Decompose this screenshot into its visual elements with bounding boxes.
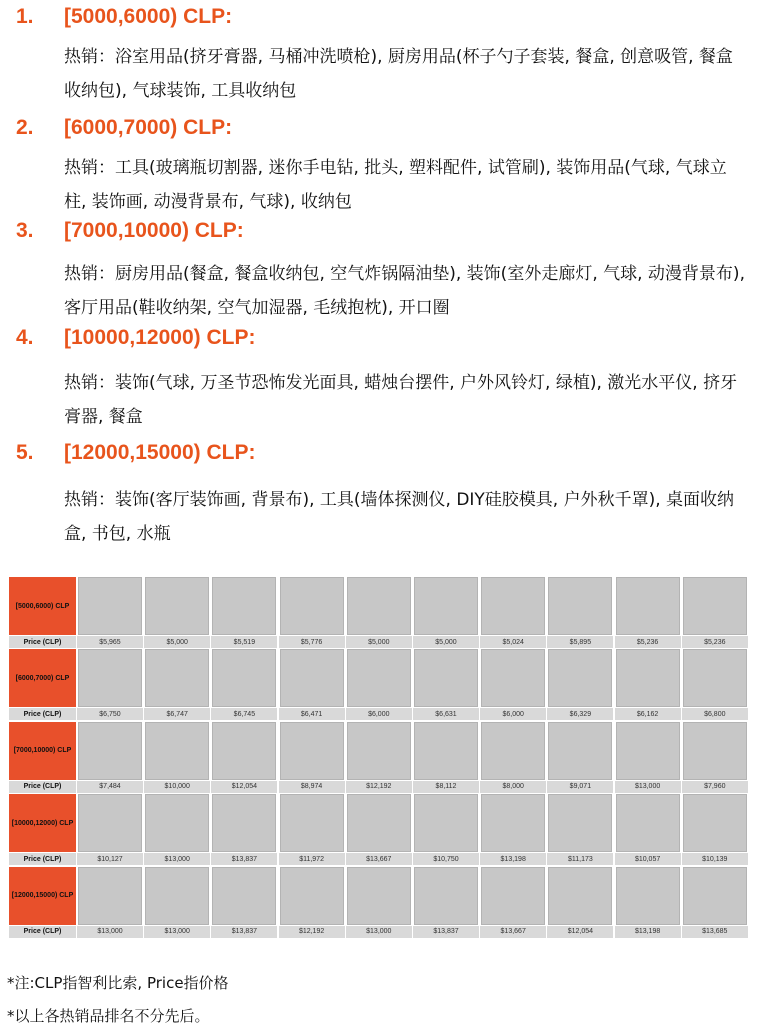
grid-row (9, 577, 749, 649)
section-4-heading (16, 323, 255, 353)
product-image (78, 577, 142, 635)
grid-row-label: [5000,6000) CLP (9, 577, 76, 635)
product-image (414, 577, 478, 635)
product-cell (682, 794, 748, 866)
product-cell (615, 794, 681, 866)
grid-row-label: [7000,10000) CLP (9, 722, 76, 780)
section-number: 3. (16, 219, 34, 242)
section-range: [10000,12000) CLP: (64, 326, 256, 349)
product-cell (211, 722, 277, 794)
section-2-text: 热销：工具(玻璃瓶切割器, 迷你手电钻, 批头, 塑料配件, 试管刷), 装饰用品(气球, 气球立柱, 装饰画, 动漫背景布, 气球), 收纳包 (64, 158, 727, 212)
grid-row-label: [6000,7000) CLP (9, 649, 76, 707)
section-1-heading (16, 2, 232, 32)
product-price: $13,685 (682, 926, 748, 938)
product-price: $13,198 (480, 853, 546, 865)
grid-row-label: [10000,12000) CLP (9, 794, 76, 852)
product-price: $6,800 (682, 708, 748, 720)
product-cell (547, 722, 613, 794)
product-image (481, 722, 545, 780)
grid-row (9, 649, 749, 721)
price-label: Price (CLP) (9, 636, 76, 648)
product-image (145, 794, 209, 852)
footnote-ranking: *以上各热销品排名不分先后。 (7, 1007, 210, 1025)
product-cell (480, 722, 546, 794)
product-cell (346, 794, 412, 866)
product-image (280, 649, 344, 707)
product-image (145, 722, 209, 780)
product-image (414, 722, 478, 780)
product-price: $12,054 (211, 781, 277, 793)
product-cell (615, 867, 681, 939)
product-price: $13,198 (615, 926, 681, 938)
product-price: $5,965 (77, 636, 143, 648)
product-image (212, 794, 276, 852)
product-price: $13,000 (77, 926, 143, 938)
section-range: [5000,6000) CLP: (64, 5, 233, 28)
product-price: $5,000 (144, 636, 210, 648)
product-cell (144, 794, 210, 866)
product-image (616, 794, 680, 852)
product-cell (547, 577, 613, 649)
product-cell (547, 794, 613, 866)
product-price: $12,054 (547, 926, 613, 938)
price-label: Price (CLP) (9, 781, 76, 793)
section-number: 1. (16, 5, 34, 28)
product-image (548, 649, 612, 707)
product-cell (682, 649, 748, 721)
product-image (78, 867, 142, 925)
product-image (280, 867, 344, 925)
product-cell (279, 577, 345, 649)
grid-row (9, 867, 749, 939)
product-image (280, 794, 344, 852)
product-cell (77, 867, 143, 939)
product-image (280, 577, 344, 635)
product-cell (480, 577, 546, 649)
product-cell (413, 649, 479, 721)
product-image (548, 867, 612, 925)
product-cell (211, 867, 277, 939)
product-image (548, 794, 612, 852)
product-cell (615, 577, 681, 649)
product-price: $7,960 (682, 781, 748, 793)
footnote-currency: *注:CLP指智利比索, Price指价格 (7, 974, 229, 992)
product-price: $6,747 (144, 708, 210, 720)
product-cell (480, 867, 546, 939)
product-price: $13,837 (413, 926, 479, 938)
product-image (616, 577, 680, 635)
product-cell (615, 722, 681, 794)
product-price: $10,057 (615, 853, 681, 865)
section-number: 5. (16, 441, 34, 464)
product-image (280, 722, 344, 780)
product-price: $13,000 (615, 781, 681, 793)
product-price: $6,745 (211, 708, 277, 720)
product-price: $6,329 (547, 708, 613, 720)
product-cell (547, 649, 613, 721)
product-price: $6,000 (480, 708, 546, 720)
product-price: $6,631 (413, 708, 479, 720)
product-cell (413, 722, 479, 794)
product-cell (547, 867, 613, 939)
product-image (683, 722, 747, 780)
product-price: $5,236 (682, 636, 748, 648)
product-price: $13,000 (346, 926, 412, 938)
product-image (616, 722, 680, 780)
product-price: $8,974 (279, 781, 345, 793)
section-3-heading (16, 216, 244, 246)
product-cell (346, 867, 412, 939)
product-image (683, 577, 747, 635)
product-price: $13,000 (144, 926, 210, 938)
product-cell (682, 867, 748, 939)
product-cell (279, 794, 345, 866)
product-cell (346, 577, 412, 649)
product-image (347, 867, 411, 925)
product-image (212, 649, 276, 707)
product-cell (413, 867, 479, 939)
product-cell (77, 577, 143, 649)
product-price: $10,000 (144, 781, 210, 793)
product-cell (346, 649, 412, 721)
product-price: $12,192 (346, 781, 412, 793)
product-price: $5,000 (346, 636, 412, 648)
product-image (347, 649, 411, 707)
product-image (414, 649, 478, 707)
section-range: [7000,10000) CLP: (64, 219, 244, 242)
price-label: Price (CLP) (9, 926, 76, 938)
product-price: $10,750 (413, 853, 479, 865)
product-image (414, 867, 478, 925)
product-image (347, 577, 411, 635)
product-price: $5,236 (615, 636, 681, 648)
product-cell (279, 722, 345, 794)
product-image (347, 722, 411, 780)
product-cell (346, 722, 412, 794)
product-price: $8,112 (413, 781, 479, 793)
section-4-text: 热销：装饰(气球, 万圣节恐怖发光面具, 蜡烛台摆件, 户外风铃灯, 绿植), 激光水平仪, 挤牙膏器, 餐盒 (64, 373, 738, 427)
product-price: $13,837 (211, 853, 277, 865)
product-image (616, 867, 680, 925)
product-cell (480, 794, 546, 866)
section-number: 2. (16, 116, 34, 139)
product-price: $10,127 (77, 853, 143, 865)
product-price: $13,000 (144, 853, 210, 865)
product-image (212, 722, 276, 780)
product-price: $10,139 (682, 853, 748, 865)
section-5-text: 热销：装饰(客厅装饰画, 背景布), 工具(墙体探测仪, DIY硅胶模具, 户外秋千罩), 桌面收纳盒, 书包, 水瓶 (64, 490, 735, 544)
product-cell (413, 577, 479, 649)
product-price: $6,750 (77, 708, 143, 720)
product-image (347, 794, 411, 852)
product-image (616, 649, 680, 707)
product-image (548, 722, 612, 780)
product-price: $5,519 (211, 636, 277, 648)
product-price: $13,837 (211, 926, 277, 938)
product-image (548, 577, 612, 635)
product-image (481, 577, 545, 635)
product-image (683, 794, 747, 852)
product-cell (211, 794, 277, 866)
product-image (683, 867, 747, 925)
product-image (78, 722, 142, 780)
product-image (145, 649, 209, 707)
product-image (481, 867, 545, 925)
product-price: $11,972 (279, 853, 345, 865)
product-price: $13,667 (346, 853, 412, 865)
product-image (212, 867, 276, 925)
product-cell (77, 722, 143, 794)
product-price: $12,192 (279, 926, 345, 938)
product-price-grid (9, 577, 749, 939)
section-range: [6000,7000) CLP: (64, 116, 233, 139)
grid-row (9, 794, 749, 866)
product-image (683, 649, 747, 707)
product-price: $8,000 (480, 781, 546, 793)
product-image (145, 867, 209, 925)
product-cell (144, 577, 210, 649)
product-cell (682, 577, 748, 649)
product-cell (144, 649, 210, 721)
product-price: $6,000 (346, 708, 412, 720)
product-price: $5,776 (279, 636, 345, 648)
product-cell (615, 649, 681, 721)
product-price: $5,000 (413, 636, 479, 648)
price-label: Price (CLP) (9, 853, 76, 865)
product-price: $11,173 (547, 853, 613, 865)
grid-row-label: [12000,15000) CLP (9, 867, 76, 925)
grid-row (9, 722, 749, 794)
price-label: Price (CLP) (9, 708, 76, 720)
product-cell (682, 722, 748, 794)
product-cell (144, 722, 210, 794)
product-cell (279, 867, 345, 939)
section-2-heading (16, 113, 232, 143)
section-1-text: 热销：浴室用品(挤牙膏器, 马桶冲洗喷枪), 厨房用品(杯子勺子套装, 餐盒, 创意吸管, 餐盒收纳包), 气球装饰, 工具收纳包 (64, 47, 733, 101)
product-price: $6,471 (279, 708, 345, 720)
product-image (414, 794, 478, 852)
product-price: $5,024 (480, 636, 546, 648)
section-range: [12000,15000) CLP: (64, 441, 256, 464)
product-image (212, 577, 276, 635)
product-cell (211, 577, 277, 649)
product-price: $13,667 (480, 926, 546, 938)
product-cell (279, 649, 345, 721)
product-image (481, 794, 545, 852)
section-3-text: 热销：厨房用品(餐盒, 餐盒收纳包, 空气炸锅隔油垫), 装饰(室外走廊灯, 气球, 动漫背景布), 客厅用品(鞋收纳架, 空气加湿器, 毛绒抱枕), 开口圈 (64, 264, 745, 318)
product-image (481, 649, 545, 707)
section-5-heading (16, 438, 255, 468)
product-image (78, 649, 142, 707)
product-cell (77, 794, 143, 866)
product-cell (77, 649, 143, 721)
product-cell (480, 649, 546, 721)
section-number: 4. (16, 326, 34, 349)
product-image (145, 577, 209, 635)
product-price: $5,895 (547, 636, 613, 648)
product-cell (211, 649, 277, 721)
product-price: $6,162 (615, 708, 681, 720)
product-cell (144, 867, 210, 939)
product-price: $9,071 (547, 781, 613, 793)
product-price: $7,484 (77, 781, 143, 793)
product-image (78, 794, 142, 852)
product-cell (413, 794, 479, 866)
